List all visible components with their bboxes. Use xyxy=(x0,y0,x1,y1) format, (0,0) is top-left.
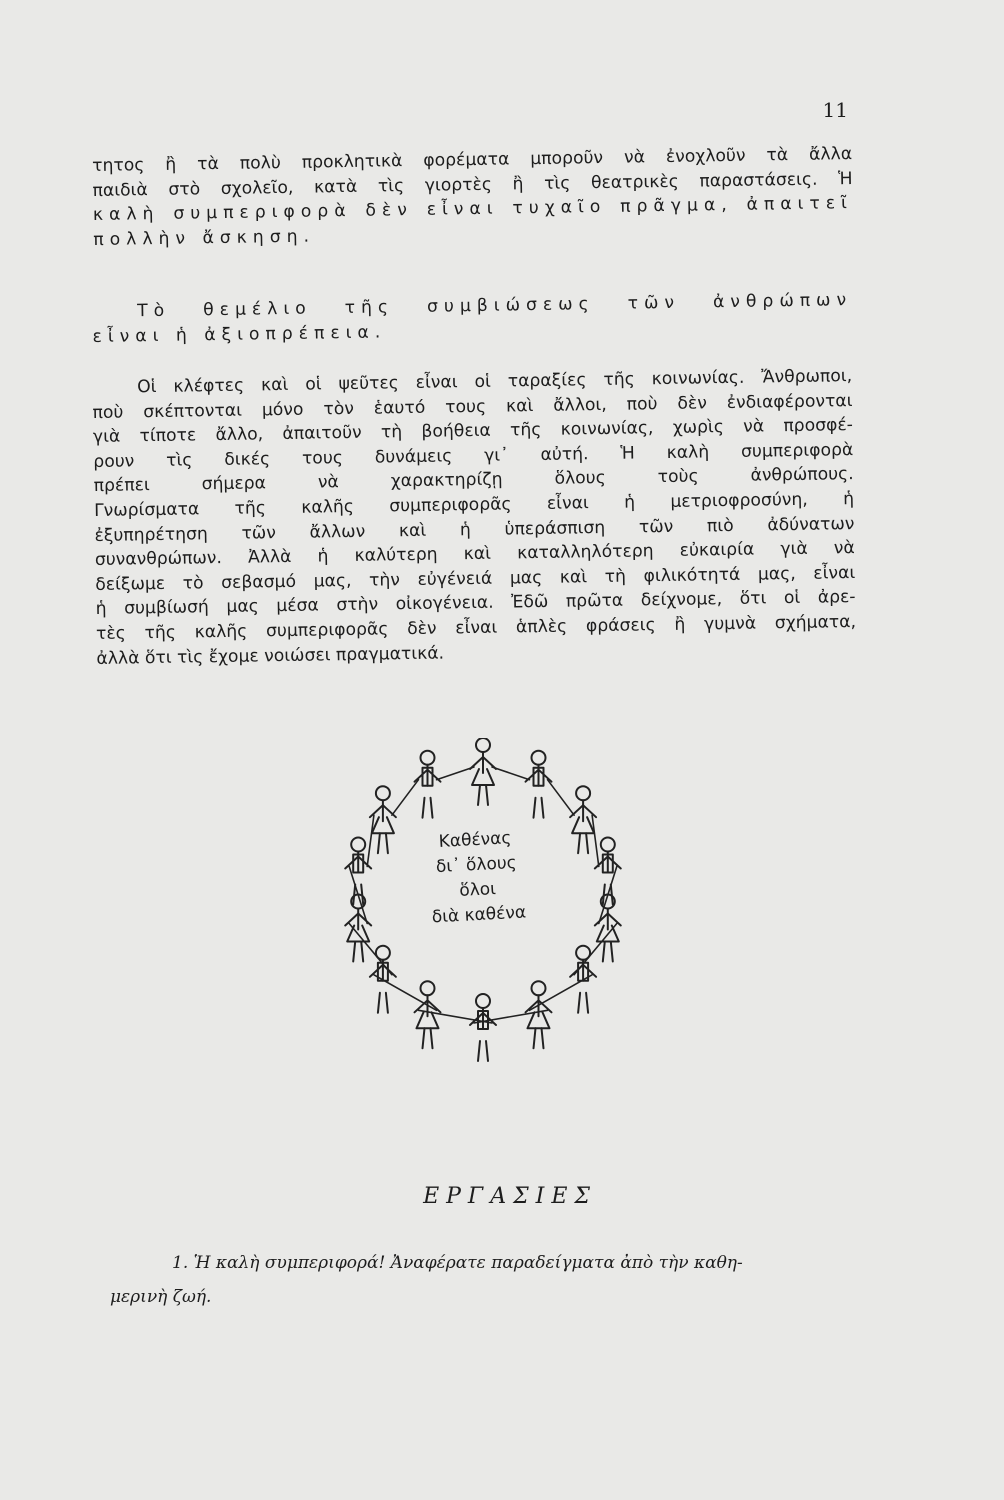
held-hands-line xyxy=(392,780,419,816)
paragraph-3-line: ποὺ σκέπτονται μόνο τὸν ἑαυτό τους καὶ ἄλλοι, ποὺ δὲν ἐνδιαφέρονται xyxy=(92,390,853,423)
exercise-item-1-line: μερινὴ ζωή. xyxy=(110,1287,212,1307)
illustration-motto xyxy=(399,824,554,932)
paragraph-3-line: ἡ συμβίωσή μας μέσα στὴν οἰκογένεια. Ἐδῶ πρῶτα δείχνομε, ὅτι οἱ ἀρε- xyxy=(95,587,856,620)
paragraph-3-line: πρέπει σήμερα νὰ χαρακτηρίζῃ ὅλους τοὺς ἀνθρώπους. xyxy=(93,464,854,497)
motto-line: ὅλοι xyxy=(458,879,497,901)
paragraph-3-line: ἐξυπηρέτηση τῶν ἄλλων καὶ ἡ ὑπεράσπιση τῶν πιὸ ἀδύνατων xyxy=(94,513,855,546)
held-hands-line xyxy=(592,815,599,866)
paragraph-3-line: ἀλλὰ ὅτι τὶς ἔχομε νοιώσει πραγματικά. xyxy=(96,643,445,669)
dancing-figure xyxy=(595,895,621,962)
paragraph-1-line: καλὴ συμπεριφορὰ δὲν εἶναι τυχαῖο πρᾶγμα, ἀπαιτεῖ xyxy=(92,193,854,226)
page-number: 11 xyxy=(822,98,848,122)
paragraph-3-line: δείξωμε τὸ σεβασμό μας, τὴν εὐγένειά μας καὶ τὴ φιλικότητά μας, εἶναι xyxy=(95,562,856,595)
exercises-heading: ΕΡΓΑΣΙΕΣ xyxy=(423,1184,597,1209)
dancing-figure xyxy=(526,981,552,1048)
held-hands-line xyxy=(492,767,530,780)
dancing-figure xyxy=(526,751,552,818)
held-hands-line xyxy=(437,767,475,780)
paragraph-3 xyxy=(92,364,857,671)
paragraph-3-line: Γνωρίσματα τῆς καλῆς συμπεριφορᾶς εἶναι ἡ μετριοφροσύνη, ἡ xyxy=(93,489,855,521)
paragraph-1-line: παιδιὰ στὸ σχολεῖο, κατὰ τὶς γιορτὲς ἢ τὶς θεατρικὲς παραστάσεις. Ἡ xyxy=(92,168,853,201)
motto-line: διὰ καθένα xyxy=(431,902,527,928)
held-hands-line xyxy=(548,780,575,816)
dancing-figure xyxy=(415,981,441,1048)
paragraph-1-line: τητος ἢ τὰ πολὺ προκλητικὰ φορέματα μποροῦν νὰ ἐνοχλοῦν τὰ ἄλλα xyxy=(92,144,853,176)
dancing-figure xyxy=(370,946,396,1013)
dancing-figure xyxy=(415,751,441,818)
paragraph-3-line: Οἱ κλέφτες καὶ οἱ ψεῦτες εἶναι οἱ ταραξίες τῆς κοινωνίας. Ἄνθρωποι, xyxy=(137,366,853,398)
paragraph-3-line: γιὰ τίποτε ἄλλο, ἀπαιτοῦν τὴ βοήθεια τῆς κοινωνίας, χωρὶς νὰ προσφέ- xyxy=(92,415,854,448)
motto-line: Καθένας xyxy=(438,828,512,852)
held-hands-line xyxy=(349,924,392,975)
paragraph-3-line: συνανθρώπων. Ἀλλὰ ἡ καλύτερη καὶ καταλληλότερη εὐκαιρία γιὰ νὰ xyxy=(94,538,855,571)
exercise-item-1 xyxy=(110,1246,865,1314)
held-hands-line xyxy=(367,815,374,866)
paragraph-1-line: πολλὴν ἄσκηση. xyxy=(93,226,316,250)
motto-line: δι᾽ ὅλους xyxy=(435,852,518,878)
paragraph-1 xyxy=(92,142,853,252)
exercise-item-1-line: 1. Ἡ καλὴ συμπεριφορά! Ἀναφέρατε παραδείγματα ἀπὸ τὴν καθη- xyxy=(172,1253,743,1273)
paragraph-2-line: εἶναι ἡ ἀξιοπρέπεια. xyxy=(92,321,387,347)
held-hands-line xyxy=(419,1010,493,1023)
dancing-figure xyxy=(345,895,371,962)
paragraph-2-line: Τὸ θεμέλιο τῆς συμβιώσεως τῶν ἀνθρώπων xyxy=(137,290,853,322)
dancing-figure xyxy=(470,738,496,805)
paragraph-3-line: τὲς τῆς καλῆς συμπεριφορᾶς δὲν εἶναι ἁπλὲς φράσεις ἢ γυμνὰ σχήματα, xyxy=(95,611,857,644)
paragraph-3-line: ρουν τὶς δικές τους δυνάμεις γι᾽ αὐτή. Ἡ καλὴ συμπεριφορὰ xyxy=(93,439,854,472)
dancing-figure xyxy=(470,994,496,1061)
paragraph-2 xyxy=(92,288,853,349)
